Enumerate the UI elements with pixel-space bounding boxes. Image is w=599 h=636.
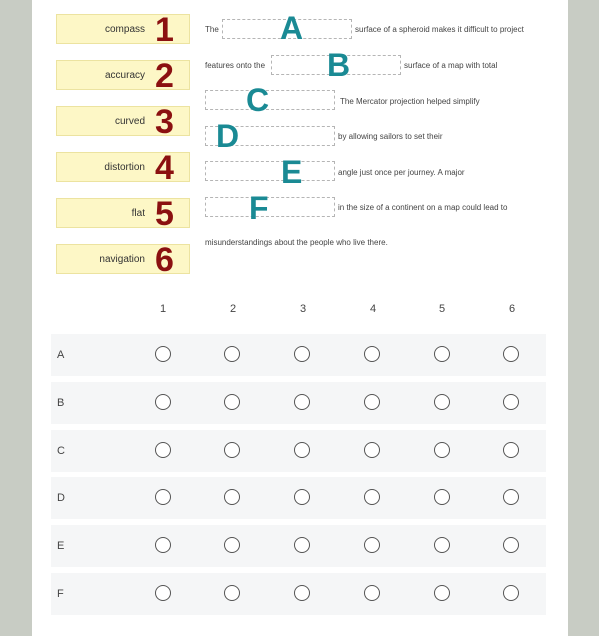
radio-button[interactable] [294,537,310,553]
radio-button[interactable] [224,537,240,553]
blank-letter: F [249,190,269,226]
word-bank-item[interactable] [56,241,190,279]
blank-letter: C [246,82,270,118]
drop-blank-f[interactable] [205,197,335,217]
radio-button[interactable] [294,442,310,458]
column-header: 6 [508,303,516,315]
blank-letter: B [327,47,351,83]
word-label: accuracy [104,70,145,81]
radio-button[interactable] [434,537,450,553]
radio-button[interactable] [294,489,310,505]
radio-button[interactable] [155,537,171,553]
word-label: flat [131,208,145,219]
passage-text: in the size of a continent on a map could lead to [338,203,508,212]
radio-button[interactable] [503,489,519,505]
radio-button[interactable] [155,585,171,601]
grid-row [51,477,546,519]
drop-blank-e[interactable] [205,161,335,181]
passage-text: angle just once per journey. A major [338,168,465,177]
radio-button[interactable] [155,346,171,362]
radio-button[interactable] [364,394,380,410]
column-header: 2 [229,303,237,315]
radio-button[interactable] [155,442,171,458]
column-header: 4 [369,303,377,315]
passage-text: surface of a map with total [404,61,498,70]
word-number: 4 [155,149,174,187]
radio-button[interactable] [503,442,519,458]
row-label: F [57,588,64,600]
row-label: C [57,445,65,457]
radio-button[interactable] [155,394,171,410]
grid-row [51,573,546,615]
radio-button[interactable] [503,537,519,553]
drop-blank-c[interactable] [205,90,335,110]
word-number: 3 [155,103,174,141]
passage-text: surface of a spheroid makes it difficult to project [355,25,524,34]
word-number: 6 [155,241,174,279]
passage-text: by allowing sailors to set their [338,132,443,141]
word-bank-item[interactable] [56,149,190,187]
row-label: D [57,492,65,504]
word-label: curved [114,116,145,127]
word-bank-item[interactable] [56,195,190,233]
grid-row [51,525,546,567]
radio-button[interactable] [224,489,240,505]
radio-button[interactable] [224,346,240,362]
radio-button[interactable] [434,394,450,410]
word-number: 1 [155,11,174,49]
word-label: navigation [99,254,145,265]
radio-button[interactable] [434,489,450,505]
radio-button[interactable] [294,585,310,601]
radio-button[interactable] [294,346,310,362]
column-header: 5 [438,303,446,315]
row-label: A [57,349,65,361]
passage-text: features onto the [205,61,266,70]
grid-row [51,430,546,472]
radio-button[interactable] [503,394,519,410]
passage-text: misunderstandings about the people who live there. [205,238,388,247]
row-label: B [57,397,65,409]
row-label: E [57,540,65,552]
word-number: 2 [155,57,174,95]
radio-button[interactable] [364,346,380,362]
radio-button[interactable] [434,442,450,458]
grid-row [51,382,546,424]
radio-button[interactable] [364,489,380,505]
radio-button[interactable] [224,394,240,410]
blank-letter: E [281,154,303,190]
grid-row [51,334,546,376]
radio-button[interactable] [364,442,380,458]
radio-button[interactable] [503,585,519,601]
passage-text: The Mercator projection helped simplify [340,97,480,106]
column-header: 1 [159,303,167,315]
word-number: 5 [155,195,174,233]
radio-button[interactable] [364,537,380,553]
word-label: compass [104,24,145,35]
passage-text: The [205,25,219,34]
radio-button[interactable] [155,489,171,505]
radio-button[interactable] [434,585,450,601]
radio-button[interactable] [503,346,519,362]
word-bank-item[interactable] [56,11,190,49]
word-label: distortion [104,162,145,173]
blank-letter: D [216,118,240,154]
radio-button[interactable] [434,346,450,362]
word-bank-item[interactable] [56,57,190,95]
word-bank-item[interactable] [56,103,190,141]
blank-letter: A [280,10,304,46]
column-header: 3 [299,303,307,315]
radio-button[interactable] [294,394,310,410]
radio-button[interactable] [224,442,240,458]
radio-button[interactable] [224,585,240,601]
radio-button[interactable] [364,585,380,601]
